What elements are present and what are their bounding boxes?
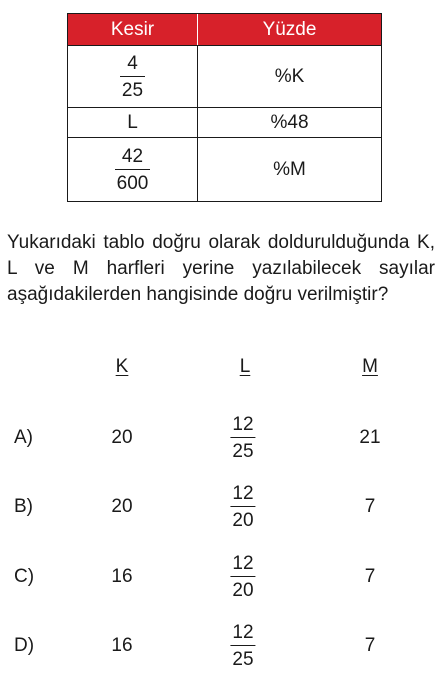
option-k-value: 20 xyxy=(111,427,133,448)
column-header-k: K xyxy=(115,356,129,377)
fraction xyxy=(115,147,151,193)
option-a[interactable] xyxy=(0,408,445,468)
fraction-cell xyxy=(68,138,198,202)
fraction-denominator: 25 xyxy=(232,649,254,670)
header-kesir: Kesir xyxy=(68,14,198,46)
percent-cell: %K xyxy=(198,46,382,108)
fraction xyxy=(120,54,145,100)
fraction-percent-table xyxy=(67,13,382,202)
option-m-value: 7 xyxy=(364,566,376,587)
table-header-row xyxy=(68,14,382,46)
header-yuzde: Yüzde xyxy=(198,14,382,46)
option-l-value xyxy=(230,554,255,600)
fraction xyxy=(230,484,255,530)
option-l-value xyxy=(230,484,255,530)
option-k-value: 20 xyxy=(111,496,133,517)
fraction xyxy=(230,415,255,461)
option-c[interactable] xyxy=(0,547,445,607)
fraction-numerator: 12 xyxy=(232,622,254,643)
fraction-denominator: 25 xyxy=(232,441,254,462)
fraction-numerator: 12 xyxy=(232,414,254,435)
fraction-denominator: 600 xyxy=(116,172,149,194)
fraction-denominator: 20 xyxy=(232,510,254,531)
column-header-m: M xyxy=(362,356,378,377)
fraction-numerator: 42 xyxy=(121,145,144,167)
percent-cell: %M xyxy=(198,138,382,202)
option-letter: C) xyxy=(14,566,35,587)
fraction-numerator: 4 xyxy=(127,52,138,74)
question-text: Yukarıdaki tablo doğru olarak doldurulduğunda K, L ve M harfleri yerine yazılabilecek sayılar aşağıdakilerden hangisinde doğru verilmiştir? xyxy=(7,232,435,305)
option-letter: B) xyxy=(14,496,33,517)
fraction-denominator: 25 xyxy=(121,79,144,101)
option-letter: D) xyxy=(14,635,35,656)
column-header-l: L xyxy=(239,356,251,377)
option-m-value: 21 xyxy=(359,427,381,448)
fraction xyxy=(230,554,255,600)
option-letter: A) xyxy=(14,427,33,448)
table-row xyxy=(68,138,382,202)
fraction-numerator: 12 xyxy=(232,483,254,504)
table-row xyxy=(68,108,382,138)
option-m-value: 7 xyxy=(364,635,376,656)
option-l-value xyxy=(230,623,255,669)
fraction-cell xyxy=(68,46,198,108)
fraction-numerator: 12 xyxy=(232,553,254,574)
option-k-value: 16 xyxy=(111,635,133,656)
option-k-value: 16 xyxy=(111,566,133,587)
percent-cell: %48 xyxy=(198,108,382,138)
option-m-value: 7 xyxy=(364,496,376,517)
fraction-denominator: 20 xyxy=(232,580,254,601)
fraction-cell: L xyxy=(68,108,198,138)
option-b[interactable] xyxy=(0,477,445,537)
table-row xyxy=(68,46,382,108)
fraction xyxy=(230,623,255,669)
option-d[interactable] xyxy=(0,616,445,676)
option-l-value xyxy=(230,415,255,461)
